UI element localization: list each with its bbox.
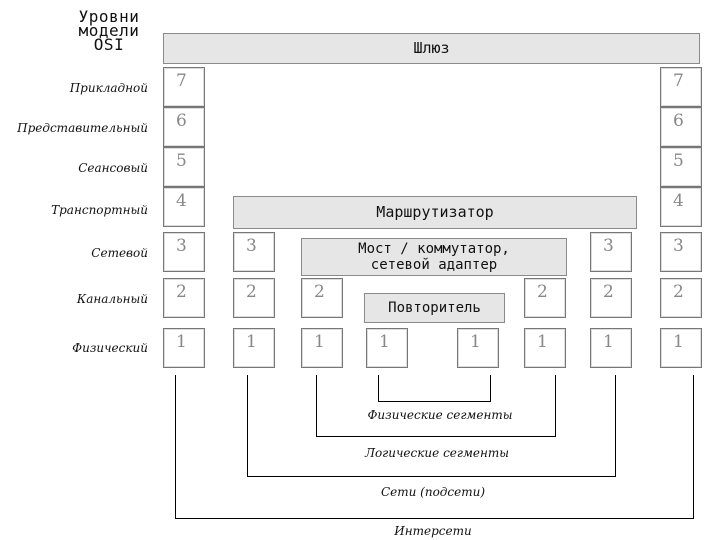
bridge-label-line-2: сетевой адаптер (370, 257, 498, 273)
repeater-left-cell-1: 1 (366, 328, 408, 368)
right-stack-cell-3: 3 (660, 232, 702, 272)
router-left-cell-2: 2 (233, 278, 275, 318)
layer-name-transport: Транспортный (51, 203, 148, 217)
repeater-bar (364, 293, 505, 323)
left-stack-cell-1: 1 (163, 328, 205, 368)
bridge-left-cell-1: 1 (301, 328, 343, 368)
osi-levels-header (70, 7, 150, 54)
left-stack-cell-6: 6 (163, 107, 205, 147)
left-stack-cell-4: 4 (163, 187, 205, 227)
gateway-label: Шлюз (413, 39, 450, 57)
layer-name-network: Сетевой (91, 246, 148, 260)
left-stack-cell-3: 3 (163, 232, 205, 272)
physical-segments-label: Физические сегменты (367, 408, 513, 422)
router-left-cell-1: 1 (233, 328, 275, 368)
right-stack-cell-5: 5 (660, 147, 702, 187)
right-stack-cell-6: 6 (660, 107, 702, 147)
router-right-cell-2: 2 (590, 278, 632, 318)
layer-name-presentation: Представительный (17, 121, 148, 135)
left-stack-cell-5: 5 (163, 147, 205, 187)
layer-name-physical: Физический (72, 341, 148, 355)
right-stack-cell-7: 7 (660, 67, 702, 107)
header-line-1: Уровни (78, 7, 140, 26)
internetworks-label: Интерсети (394, 524, 472, 538)
right-stack-cell-4: 4 (660, 187, 702, 227)
bridge-left-cell-2: 2 (301, 278, 343, 318)
router-right-cell-3: 3 (590, 232, 632, 272)
right-stack-cell-2: 2 (660, 278, 702, 318)
logical-segments-label: Логические сегменты (364, 446, 510, 460)
header-line-3: OSI (93, 35, 125, 54)
router-left-cell-3: 3 (233, 232, 275, 272)
repeater-label: Повторитель (388, 300, 481, 316)
internetworks-bracket (175, 375, 694, 519)
router-label: Маршрутизатор (376, 203, 494, 221)
bridge-bar (301, 238, 567, 276)
layer-name-application: Прикладной (69, 81, 148, 95)
router-right-cell-1: 1 (590, 328, 632, 368)
layer-name-session: Сеансовый (78, 161, 148, 175)
repeater-right-cell-1: 1 (457, 328, 499, 368)
gateway-bar (163, 33, 700, 64)
bridge-right-cell-1: 1 (524, 328, 566, 368)
bridge-right-cell-2: 2 (524, 278, 566, 318)
right-stack-cell-1: 1 (660, 328, 702, 368)
layer-name-datalink: Канальный (76, 292, 148, 306)
left-stack-cell-2: 2 (163, 278, 205, 318)
networks-label: Сети (подсети) (380, 485, 486, 499)
bridge-label-line-1: Мост / коммутатор, (358, 241, 510, 257)
router-bar (233, 196, 637, 229)
left-stack-cell-7: 7 (163, 67, 205, 107)
header-line-2: модели (78, 21, 140, 40)
